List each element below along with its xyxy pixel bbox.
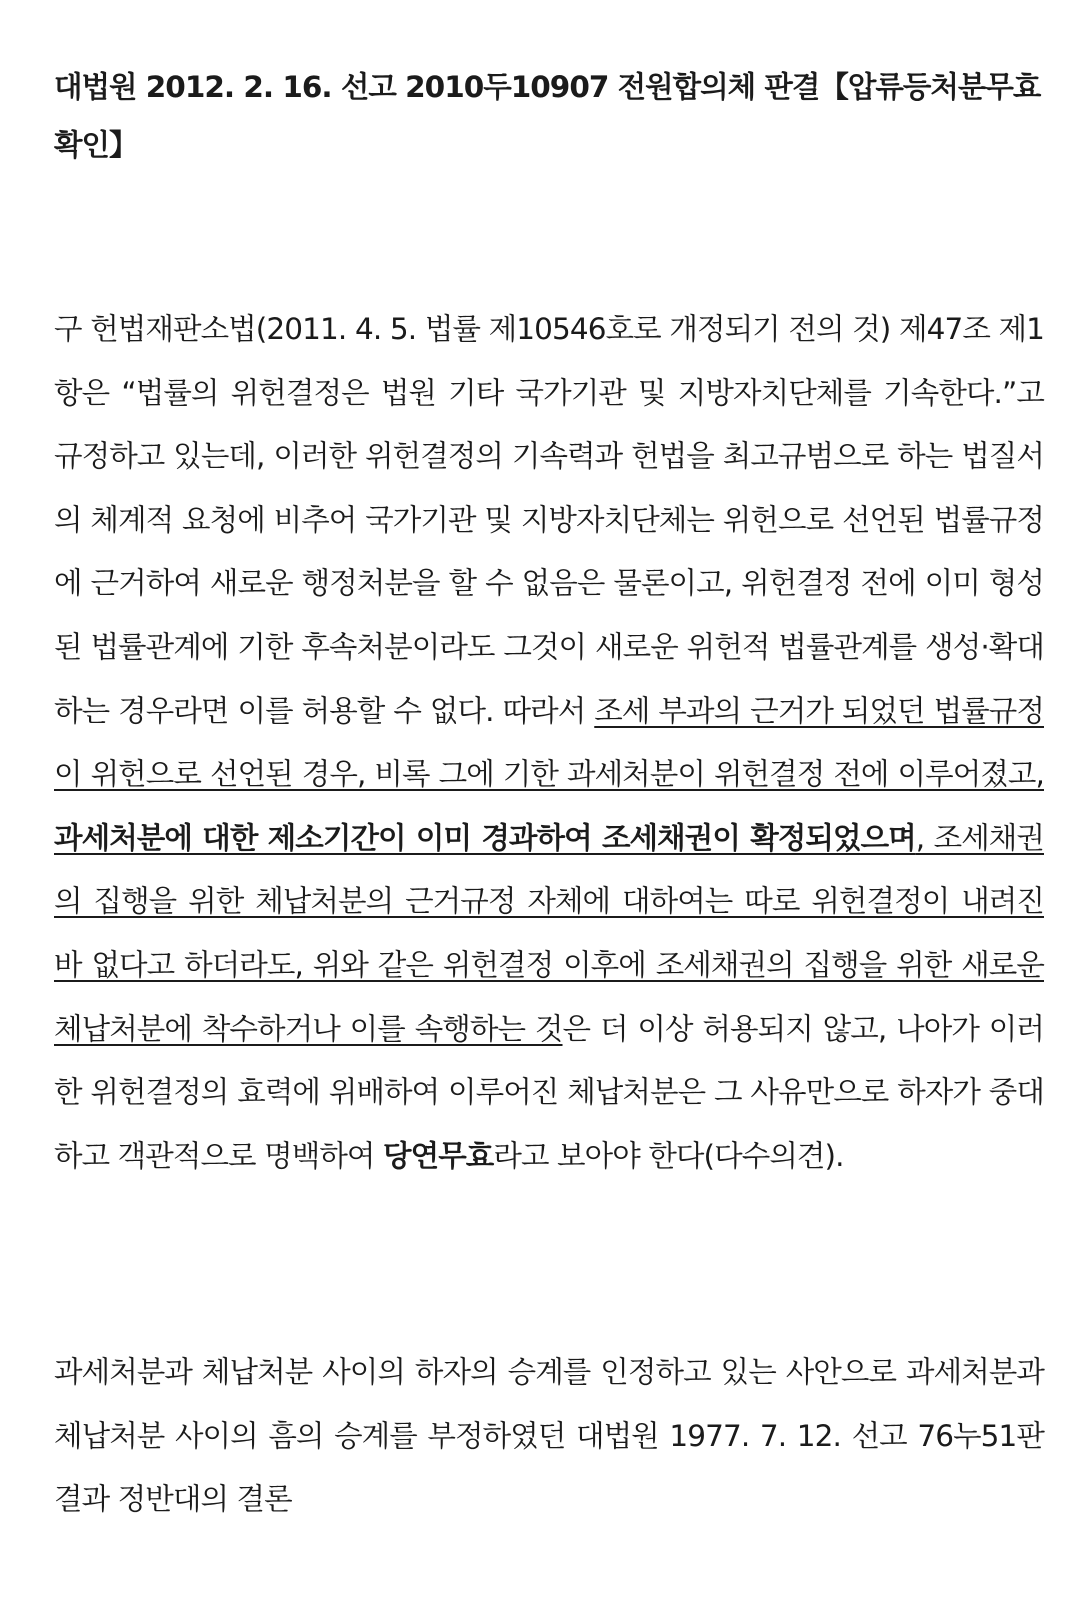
holding-text-end: 라고 보아야 한다(다수의견). bbox=[493, 1138, 844, 1173]
holding-paragraph bbox=[54, 298, 1044, 1188]
commentary-paragraph: 과세처분과 체납처분 사이의 하자의 승계를 인정하고 있는 사안으로 과세처분과 체납처분 사이의 흠의 승계를 부정하였던 대법원 1977. 7. 12. 선고 76누51판결과 정반대의 결론 bbox=[54, 1355, 1044, 1517]
holding-text-body: 은 더 이상 허용되지 않고, 나아가 이러한 위헌결정의 효력에 위배하여 이루어진 체납처분은 그 사유만으로 하자가 중대하고 객관적으로 명백하여 bbox=[54, 1011, 1044, 1173]
holding-text-emphasis: 당연무효 bbox=[383, 1138, 494, 1173]
holding-text-underlined: 조세 부과의 근거가 되었던 법률규정이 위헌으로 선언된 경우, 비록 그에 기한 과세처분이 위헌결정 전에 이루어졌고, bbox=[54, 693, 1044, 792]
holding-text-underlined-continued: , 조세채권의 집행을 위한 체납처분의 근거규정 자체에 대하여는 따로 위헌결정이 내려진 바 없다고 하더라도, 위와 같은 위헌결정 이후에 조세채권의 집행을 위한 새로운 체납처분에 착수하거나 이를 속행하는 것 bbox=[54, 820, 1044, 1046]
case-title: 대법원 2012. 2. 16. 선고 2010두10907 전원합의체 판결【압류등처분무효확인】 bbox=[54, 70, 1041, 162]
holding-text-intro: 구 헌법재판소법(2011. 4. 5. 법률 제10546호로 개정되기 전의 것) 제47조 제1항은 “법률의 위헌결정은 법원 기타 국가기관 및 지방자치단체를 기속한다.”고 규정하고 있는데, 이러한 위헌결정의 기속력과 헌법을 최고규범으로 하는 법질서의 체계적 요청에 비추어 국가기관 및 지방자치단체는 위헌으로 선언된 법률규정에 근거하여 새로운 행정처분을 할 수 없음은 물론이고, 위헌결정 전에 이미 형성된 법률관계에 기한 후속처분이라도 그것이 새로운 위헌적 법률관계를 생성·확대하는 경우라면 이를 허용할 수 없다. 따라서 bbox=[54, 312, 1044, 728]
holding-text-underlined-bold: 과세처분에 대한 제소기간이 이미 경과하여 조세채권이 확정되었으며 bbox=[54, 820, 916, 855]
